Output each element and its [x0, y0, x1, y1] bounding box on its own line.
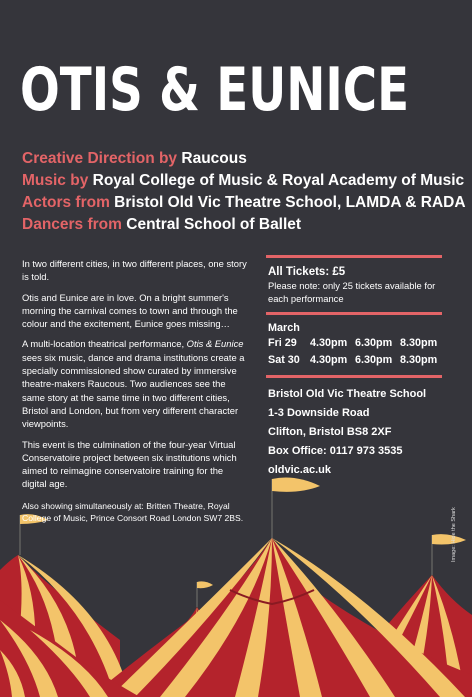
image-credit: Image: Hide the Shark	[451, 507, 457, 562]
schedule-time: 6.30pm	[355, 354, 393, 366]
ticket-price: All Tickets: £5	[268, 266, 346, 278]
divider	[266, 255, 442, 258]
flag-icon	[272, 478, 320, 540]
credit-value: Central School of Ballet	[126, 216, 302, 233]
flag-icon	[432, 534, 466, 575]
credit-label: Music by	[22, 172, 89, 189]
schedule-time: 4.30pm	[310, 354, 348, 366]
description-paragraph: In two different cities, in two different places, one story is told.	[22, 258, 247, 283]
description-paragraph: This event is the culmination of the four-year Virtual Conservatoire project between six institutions which aimed to reimagine conservatoire training for the digital age.	[22, 438, 237, 490]
description-text: sees six music, dance and drama institutions create a specially commissioned show curated by immersive theatre-makers Raucous. Two audiences see the same story at the same time in two different cities, Bristol and London, but from very different character viewpoints.	[22, 351, 245, 430]
credit-label: Creative Direction by	[22, 150, 178, 167]
venue-details	[268, 385, 442, 480]
credit-label: Actors from	[22, 194, 110, 211]
schedule-month: March	[268, 322, 300, 334]
schedule-time: 8.30pm	[400, 354, 438, 366]
website-link[interactable]: oldvic.ac.uk	[268, 464, 331, 476]
ticket-info-panel	[266, 255, 442, 480]
credit-label: Dancers from	[22, 216, 122, 233]
credit-line	[22, 192, 467, 214]
venue-address-line: Clifton, Bristol BS8 2XF	[268, 426, 392, 438]
credit-line	[22, 148, 467, 170]
description-paragraph: Otis and Eunice are in love. On a bright summer's morning the carnival comes to town and through the colour and the excitement, Eunice goes missing…	[22, 291, 238, 330]
schedule-time: 8.30pm	[400, 337, 438, 349]
credit-value: Bristol Old Vic Theatre School, LAMDA & RADA	[114, 194, 466, 211]
schedule-row	[268, 335, 437, 352]
venue-name: Bristol Old Vic Theatre School	[268, 388, 427, 400]
credit-line	[22, 170, 467, 192]
schedule-time: 6.30pm	[355, 337, 393, 349]
schedule-row	[268, 352, 437, 369]
credit-value: Royal College of Music & Royal Academy of Music	[92, 172, 465, 189]
show-title-inline: Otis & Eunice	[186, 338, 244, 350]
description	[22, 257, 250, 531]
credit-value: Raucous	[181, 150, 247, 167]
also-showing-note: Also showing simultaneously at: Britten Theatre, Royal College of Music, Prince Consort Road London SW7 2BS.	[22, 500, 244, 523]
divider	[266, 375, 442, 378]
venue-address-line: 1-3 Downside Road	[268, 407, 370, 419]
description-paragraph	[22, 337, 250, 430]
divider	[266, 312, 442, 315]
page-title: OTIS & EUNICE	[20, 55, 410, 125]
schedule-day: Fri 29	[268, 337, 297, 349]
ticket-note: Please note: only 25 tickets available for each performance	[268, 280, 436, 304]
schedule-time: 4.30pm	[310, 337, 348, 349]
schedule-day: Sat 30	[268, 354, 300, 366]
schedule-table	[268, 335, 437, 369]
credit-line	[22, 214, 467, 236]
box-office: Box Office: 0117 973 3535	[268, 445, 403, 457]
credits-list	[22, 148, 467, 236]
description-text: A multi-location theatrical performance,	[22, 338, 187, 350]
